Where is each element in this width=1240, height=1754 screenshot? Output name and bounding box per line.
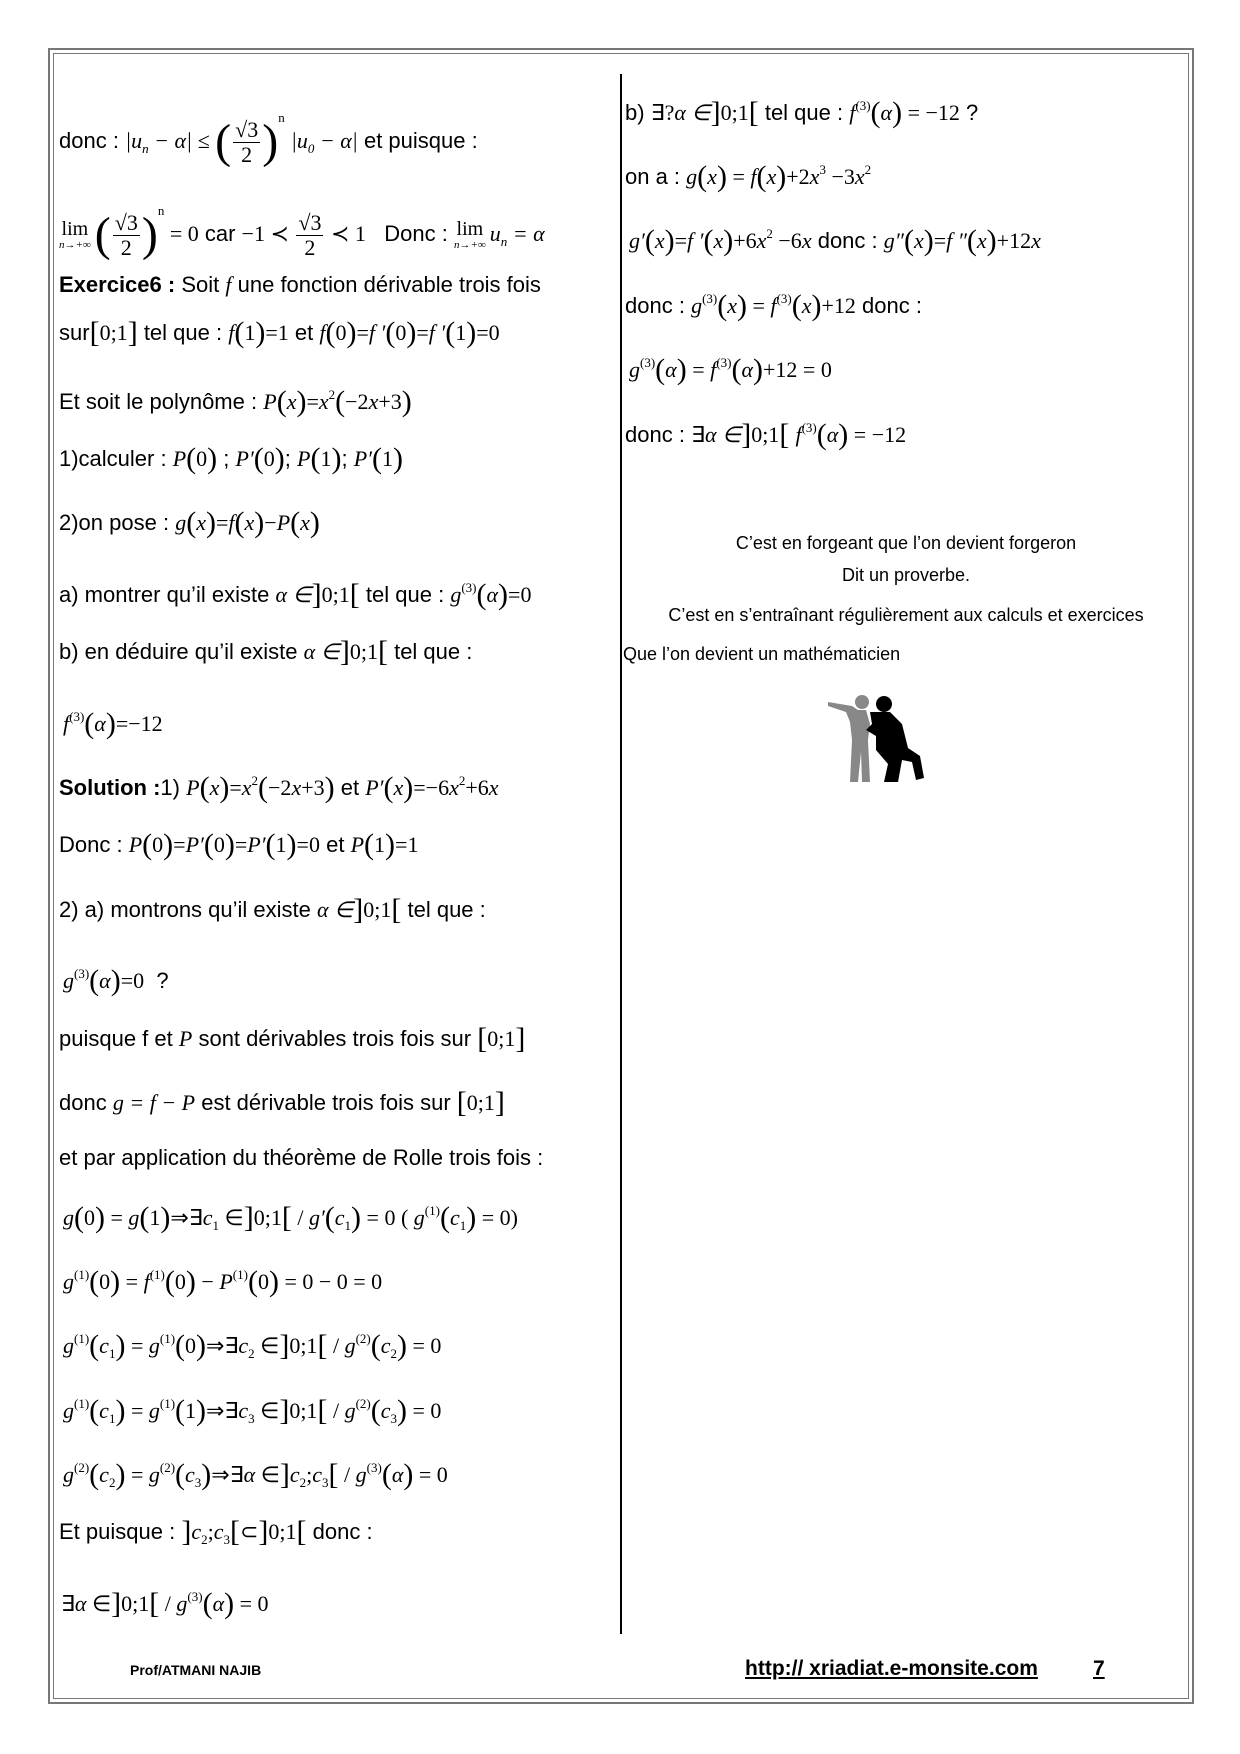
solution-line-7: et par application du théorème de Rolle trois fois : <box>59 1145 544 1170</box>
question-2a: a) montrer qu’il existe α ∈]0;1[ tel que : $g^{(3)}(\alpha)=0$ <box>59 578 532 611</box>
left-line-1: donc : $|u_n - \alpha|$ ≤ ( $\frac{√3}{2}$ )$^n$ $|u_0 - \alpha|$ et puisque : <box>59 110 478 169</box>
solution-conclusion-2: ∃α ∈]0;1[ / $g^{(3)}(\alpha) = 0$ <box>61 1587 269 1620</box>
proverb-line-2: Dit un proverbe. <box>841 565 971 585</box>
solution-line-5: puisque f et P sont dérivables trois fois sur [0;1] <box>59 1022 526 1055</box>
column-divider <box>620 74 622 1634</box>
solution-line-6: donc g = f − P est dérivable trois fois sur [0;1] <box>59 1086 505 1119</box>
proverb-line-3: C’est en s’entraînant régulièrement aux calculs et exercices <box>668 605 1144 625</box>
right-line-3: g′(x)=f $'(x)+6x^2 -6x$ donc : g″(x)=f ″(x)+12x <box>629 224 1041 257</box>
rolle-step-5: $g^{(2)}(c_2)$ = $g^{(2)}(c_3)\Rightarrow\exists\alpha$ $\in]c_2;c_3[ / g^{(3)}(\alpha) = 0$ <box>63 1458 448 1491</box>
exercise6-line-2: sur[0;1] tel que : f(1)=1 et f(0)=f ′(0)=f ′(1)=0 <box>59 316 500 349</box>
question-1: 1)calculer : P(0) ; P′(0); P(1); P′(1) <box>59 442 403 475</box>
rolle-step-2: $g^{(1)}(0) = f^{(1)}(0) - P^{(1)}(0) = 0 - 0 = 0$ <box>63 1265 383 1298</box>
exercise6-line-3: Et soit le polynôme : $P(x)=x^2(-2x+3)$ <box>59 385 412 418</box>
rolle-step-1: $g(0) = g(1)\Rightarrow\exists c_1$ ∈]0;1[ / $g'(c_1) = 0$ ( $g^{(1)}(c_1) = 0$) <box>63 1201 518 1234</box>
solution-line-3: 2) a) montrons qu’il existe α ∈]0;1[ tel que : <box>59 893 486 926</box>
footer-author: Prof/ATMANI NAJIB <box>130 1662 262 1678</box>
question-2b: b) en déduire qu’il existe α ∈]0;1[ tel que : <box>59 635 473 668</box>
left-line-2: lim n→+∞ ( $\frac{√3}{2}$ )$^n$ = 0 car −1 ≺ $\frac{√3}{2}$ ≺ 1 Donc : lim n→+∞ $u_n = \alpha$ <box>59 203 545 262</box>
solution-line-1: Solution :1) $P(x)=x^2(-2x+3)$ et $P'(x)=-6x^2+6x$ <box>59 771 499 804</box>
question-2b-formula: $f^{(3)}(\alpha)=-12$ <box>63 707 163 740</box>
right-line-1: b) ∃?α ∈]0;1[ tel que : $f^{(3)}(\alpha) = -12$ ? <box>625 96 979 129</box>
father-and-child-silhouette-icon <box>828 690 928 786</box>
solution-line-4: $g^{(3)}(\alpha)=0$ ? <box>63 964 169 997</box>
solution-conclusion-1: Et puisque : ]$c_2;c_3[\subset]0;1$[ donc : <box>59 1515 373 1548</box>
page-number: 7 <box>1093 1657 1105 1680</box>
solution-line-2: Donc : P(0)=P′(0)=P′(1)=0 et P(1)=1 <box>59 828 419 861</box>
right-line-6: donc : ∃α ∈]0;1[ $f^{(3)}(\alpha) = -12$ <box>625 418 907 451</box>
rolle-step-3: $g^{(1)}(c_1)$ = $g^{(1)}(0)\Rightarrow\exists c_2$ ∈]0;1[ / $g^{(2)}(c_2) = 0$ <box>63 1329 442 1362</box>
question-2: 2)on pose : g(x)=f(x)−P(x) <box>59 506 320 539</box>
right-line-4: donc : $g^{(3)}(x) = f^{(3)}(x)+12$ donc : <box>625 289 922 322</box>
proverb-line-1: C’est en forgeant que l’on devient forgeron <box>735 533 1077 553</box>
rolle-step-4: $g^{(1)}(c_1)$ = $g^{(1)}(1)\Rightarrow\exists c_3$ ∈]0;1[ / $g^{(2)}(c_3) = 0$ <box>63 1394 442 1427</box>
right-line-2: on a : $g(x) = f(x)+2x^3 -3x^2$ <box>625 160 872 193</box>
footer-website-link[interactable]: http:// xriadiat.e-monsite.com <box>745 1657 1038 1680</box>
proverb-line-4: Que l’on devient un mathématicien <box>623 644 901 664</box>
exercise6-line-1: Exercice6 : Soit f une fonction dérivable trois fois <box>59 272 541 297</box>
right-line-5: $g^{(3)}(\alpha) = f^{(3)}(\alpha)+12 = 0$ <box>629 353 832 386</box>
